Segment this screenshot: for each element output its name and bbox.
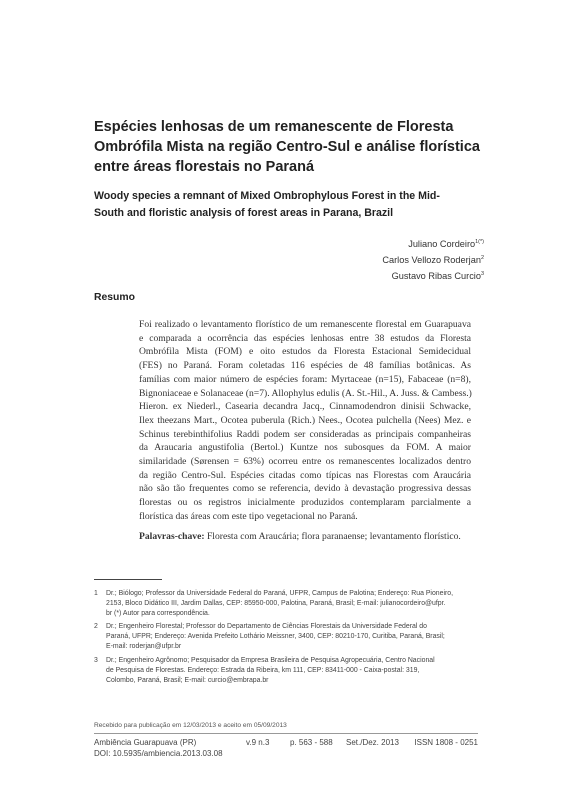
abstract-line: florestas ou os registros inicialmente produzidos contemplaram parcialmente a [139,497,471,509]
title-en-line: South and floristic analysis of forest areas in Parana, Brazil [94,207,394,219]
abstract-line: da Araucaria angustifolia (Bertol.) Kuntze nos subosques da FOM. A maior [139,442,471,454]
abstract-line: Hieron. ex Niederl., Casearia decandra Jacq., Cinnamodendron dinisii Schwacke, [139,401,471,413]
journal-pages: p. 563 - 588 [290,738,333,747]
journal-doi: DOI: 10.5935/ambiencia.2013.03.08 [94,748,223,758]
keywords-label: Palavras-chave: [139,531,205,542]
title-en-line: Woody species a remnant of Mixed Ombrophylous Forest in the Mid- [94,190,440,202]
abstract-line: Ilex theezans Mart., Ocotea puberula (Rich.) Nees., Ocotea pulchella (Nees) Mez. e [139,414,471,426]
received-date: Recebido para publicação em 12/03/2013 e aceito em 05/09/2013 [94,722,287,729]
title-line: Ombrófila Mista na região Centro-Sul e análise florística [94,139,480,155]
footnote-2: 2 Dr.; Engenheiro Florestal; Professor do Departamento de Ciências Florestais da Universidade Federal do Paraná, UFPR; Endereço: Avenida Prefeito Lothário Meissner, 3400, CEP: 80210-170, Curitiba, Paraná, Brasil; E-mail: roderjan@ufpr.br [94,623,445,651]
journal-volume: v.9 n.3 [246,738,270,747]
footnote-3: 3 Dr.; Engenheiro Agrônomo; Pesquisador da Empresa Brasileira de Pesquisa Agropecuária, Centro Nacional de Pesquisa de Florestas. Endereço: Estrada da Ribeira, km 111, CEP: 83411-000 - Caixa-postal: 319, Colombo, Paraná, Brasil; E-mail: curcio@embrapa.br [94,657,435,685]
abstract-line: Foi realizado o levantamento florístico de um remanescente florestal em Guarapuava [139,319,471,330]
abstract-line: da região Centro-Sul. Espécies citadas como típicas nas Florestas com Araucária [139,469,471,481]
keywords-text: Floresta com Araucária; flora paranaense; levantamento florístico. [204,531,461,542]
author-list [382,236,484,284]
author: Gustavo Ribas Curcio$^3$ [391,270,484,281]
abstract-line: famílias com maior número de espécies foram: Myrtaceae (n=15), Fabaceae (n=8), [139,373,471,385]
footnote-1: 1 Dr.; Biólogo; Professor da Universidade Federal do Paraná, UFPR, Campus de Palotina; Endereço: Rua Pioneiro, 2153, Bloco Didático III, Jardim Dallas, CEP: 85950-000, Palotina, Paraná, Brasil; E-mail: julianocordeiro@ufpr. br (*) Autor para correspondência. [94,590,454,618]
journal-name: Ambiência Guarapuava (PR) [94,738,197,747]
abstract-line: florística das áreas com este tipo vegetacional no Paraná. [139,510,358,522]
title-line: entre áreas florestais no Paraná [94,159,315,175]
abstract-line: Bignoniaceae e Solanaceae (n=7). Allophylus edulis (A. St.-Hil., A. Juss. & Cambess.) [139,387,472,399]
title-line: Espécies lenhosas de um remanescente de Floresta [94,119,454,135]
abstract-line: e comparada a ocorrência das espécies lenhosas entre 38 estudos da Floresta [139,332,471,344]
author: Juliano Cordeiro$^{1(*)}$ [408,238,484,249]
article-title-en [94,188,496,222]
abstract-body [139,318,471,524]
abstract-line: similaridade (Sørensen = 63%) ocorreu entre os remanescentes localizados dentro [139,456,471,468]
abstract-heading: Resumo [94,292,135,303]
journal-issn: ISSN 1808 - 0251 [414,738,478,747]
abstract-line: Schinus terebinthifolius Raddi podem ser consideradas as principais companheiras [139,428,471,440]
keywords [139,530,479,543]
abstract-line: (FES) no Paraná. Foram coletadas 116 espécies de 48 famílias botânicas. As [139,360,471,372]
journal-date: Set./Dez. 2013 [346,738,399,747]
journal-footer [94,738,478,759]
abstract-line: não são tão frequentes como se referencia, devido à devastação progressiva dessas [139,483,471,495]
footer-divider [94,733,478,734]
abstract-line: Ombrófila Mista (FOM) e oito estudos da Floresta Estacional Semidecidual [139,346,471,358]
footnote-divider [94,579,162,580]
article-title-pt [94,117,494,177]
author: Carlos Vellozo Roderjan$^2$ [382,254,484,265]
